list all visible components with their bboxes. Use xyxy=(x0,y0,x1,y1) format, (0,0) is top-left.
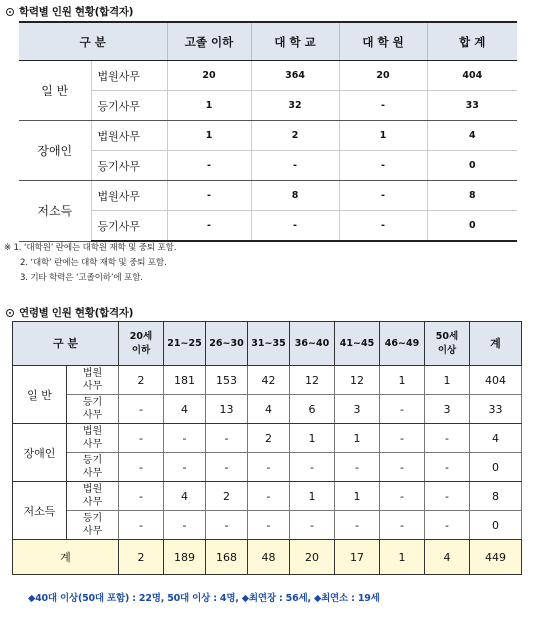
table-cell: - xyxy=(339,91,427,121)
table-cell: - xyxy=(206,511,248,540)
row-category: 법원 사무 xyxy=(67,366,119,395)
table-cell: 404 xyxy=(427,61,517,91)
table-cell: - xyxy=(119,482,164,511)
table-cell: - xyxy=(290,511,335,540)
table-cell: 2 xyxy=(251,121,339,151)
table-cell: - xyxy=(119,511,164,540)
table-cell: - xyxy=(119,424,164,453)
total-cell: 2 xyxy=(119,540,164,575)
table-cell: - xyxy=(339,151,427,181)
table-cell: 0 xyxy=(470,453,522,482)
table-cell: - xyxy=(206,453,248,482)
table-row xyxy=(13,453,522,482)
table-cell: 3 xyxy=(425,395,470,424)
table-cell: 0 xyxy=(470,511,522,540)
table-cell: 20 xyxy=(167,61,251,91)
table-cell: - xyxy=(335,453,380,482)
table-cell: 32 xyxy=(251,91,339,121)
table-cell: 1 xyxy=(290,424,335,453)
row-category: 법원사무 xyxy=(91,121,167,151)
table-cell: 153 xyxy=(206,366,248,395)
table-cell: - xyxy=(335,511,380,540)
header-cell: 계 xyxy=(470,322,522,366)
table-row xyxy=(13,366,522,395)
table-cell: - xyxy=(380,395,425,424)
table-row xyxy=(19,61,517,91)
header-highschool: 고졸 이하 xyxy=(167,22,251,61)
table-cell: - xyxy=(425,453,470,482)
table-cell: 2 xyxy=(248,424,290,453)
group-label: 장애인 xyxy=(19,121,91,181)
table-cell: 42 xyxy=(248,366,290,395)
total-cell: 17 xyxy=(335,540,380,575)
table-cell: - xyxy=(425,482,470,511)
table-cell: 0 xyxy=(427,151,517,181)
header-cell: 50세 이상 xyxy=(425,322,470,366)
table-cell: - xyxy=(164,511,206,540)
table-cell: - xyxy=(119,395,164,424)
table-cell: 13 xyxy=(206,395,248,424)
row-category: 등기사무 xyxy=(91,211,167,242)
header-cell: 20세 이하 xyxy=(119,322,164,366)
row-category: 등기사무 xyxy=(91,151,167,181)
row-category: 법원사무 xyxy=(91,181,167,211)
header-category: 구 분 xyxy=(19,22,167,61)
table-cell: 4 xyxy=(164,395,206,424)
table-cell: 1 xyxy=(335,424,380,453)
table-cell: 4 xyxy=(164,482,206,511)
table-row xyxy=(19,121,517,151)
table-cell: - xyxy=(119,453,164,482)
group-label: 저소득 xyxy=(13,482,67,540)
table-cell: - xyxy=(290,453,335,482)
group-label: 저소득 xyxy=(19,181,91,242)
table-cell: 6 xyxy=(290,395,335,424)
table-cell: 1 xyxy=(380,366,425,395)
education-table xyxy=(19,21,517,242)
table-row xyxy=(13,511,522,540)
table-cell: - xyxy=(167,211,251,242)
table-cell: - xyxy=(164,453,206,482)
total-cell: 189 xyxy=(164,540,206,575)
header-total: 합 계 xyxy=(427,22,517,61)
table-row xyxy=(13,395,522,424)
table-cell: 1 xyxy=(290,482,335,511)
table-row xyxy=(19,151,517,181)
table-cell: 181 xyxy=(164,366,206,395)
total-cell: 48 xyxy=(248,540,290,575)
total-row xyxy=(13,540,522,575)
total-cell: 1 xyxy=(380,540,425,575)
table-cell: 1 xyxy=(339,121,427,151)
table-cell: 8 xyxy=(427,181,517,211)
table-cell: 12 xyxy=(290,366,335,395)
row-category: 법원 사무 xyxy=(67,482,119,511)
table-cell: 8 xyxy=(251,181,339,211)
table-cell: 2 xyxy=(119,366,164,395)
table-cell: - xyxy=(251,151,339,181)
header-cell: 46~49 xyxy=(380,322,425,366)
header-cell: 31~35 xyxy=(248,322,290,366)
table-cell: - xyxy=(164,424,206,453)
table-cell: - xyxy=(248,511,290,540)
table-row xyxy=(13,482,522,511)
table-cell: 3 xyxy=(335,395,380,424)
table-cell: 1 xyxy=(167,91,251,121)
row-category: 등기사무 xyxy=(91,91,167,121)
table-cell: 1 xyxy=(167,121,251,151)
total-cell: 20 xyxy=(290,540,335,575)
table-cell: - xyxy=(380,482,425,511)
total-label: 계 xyxy=(13,540,119,575)
table-row xyxy=(19,181,517,211)
header-cell: 21~25 xyxy=(164,322,206,366)
header-category: 구 분 xyxy=(13,322,119,366)
table-cell: 2 xyxy=(206,482,248,511)
table-header-row xyxy=(19,22,517,61)
age-table xyxy=(12,321,522,575)
row-category: 등기 사무 xyxy=(67,453,119,482)
table-cell: 4 xyxy=(427,121,517,151)
note-1: ※ 1. ‘대학원’ 란에는 대학원 재학 및 중퇴 포함. xyxy=(4,243,177,253)
table-cell: 12 xyxy=(335,366,380,395)
header-cell: 36~40 xyxy=(290,322,335,366)
table-cell: - xyxy=(339,181,427,211)
table-cell: 364 xyxy=(251,61,339,91)
row-category: 등기 사무 xyxy=(67,395,119,424)
header-graduate: 대 학 원 xyxy=(339,22,427,61)
table-cell: 33 xyxy=(470,395,522,424)
header-cell: 41~45 xyxy=(335,322,380,366)
summary-footer: ◆40대 이상(50대 포함) : 22명, 50대 이상 : 4명, ◆최연장 : 56세, ◆최연소 : 19세 xyxy=(28,593,380,604)
table-row xyxy=(13,424,522,453)
circle-bullet-icon xyxy=(6,309,14,317)
table-cell: 33 xyxy=(427,91,517,121)
table-cell: 4 xyxy=(248,395,290,424)
group-label: 일 반 xyxy=(19,61,91,121)
table-cell: 1 xyxy=(335,482,380,511)
circle-bullet-icon xyxy=(6,8,14,16)
note-3: 3. 기타 학력은 ‘고졸이하’에 포함. xyxy=(20,273,143,283)
table-cell: 4 xyxy=(470,424,522,453)
section2-title: 연령별 인원 현황(합격자) xyxy=(6,305,133,320)
header-cell: 26~30 xyxy=(206,322,248,366)
table-row xyxy=(19,91,517,121)
table-cell: - xyxy=(380,511,425,540)
table-cell: 20 xyxy=(339,61,427,91)
table-cell: - xyxy=(206,424,248,453)
group-label: 장애인 xyxy=(13,424,67,482)
table-cell: - xyxy=(380,424,425,453)
group-label: 일 반 xyxy=(13,366,67,424)
total-cell: 4 xyxy=(425,540,470,575)
table-cell: - xyxy=(167,151,251,181)
table-cell: - xyxy=(251,211,339,242)
section1-title: 학력별 인원 현황(합격자) xyxy=(6,4,133,19)
total-cell: 449 xyxy=(470,540,522,575)
table-cell: - xyxy=(339,211,427,242)
table-cell: - xyxy=(248,453,290,482)
table-cell: - xyxy=(248,482,290,511)
table-header-row xyxy=(13,322,522,366)
table-cell: 8 xyxy=(470,482,522,511)
table-cell: 1 xyxy=(425,366,470,395)
header-university: 대 학 교 xyxy=(251,22,339,61)
total-cell: 168 xyxy=(206,540,248,575)
row-category: 법원 사무 xyxy=(67,424,119,453)
table-row xyxy=(19,211,517,242)
table-cell: - xyxy=(425,424,470,453)
table-cell: 404 xyxy=(470,366,522,395)
table-cell: 0 xyxy=(427,211,517,242)
row-category: 법원사무 xyxy=(91,61,167,91)
table-cell: - xyxy=(425,511,470,540)
table-cell: - xyxy=(167,181,251,211)
note-2: 2. ‘대학’ 란에는 대학 재학 및 중퇴 포함. xyxy=(20,258,167,268)
table-cell: - xyxy=(380,453,425,482)
row-category: 등기 사무 xyxy=(67,511,119,540)
